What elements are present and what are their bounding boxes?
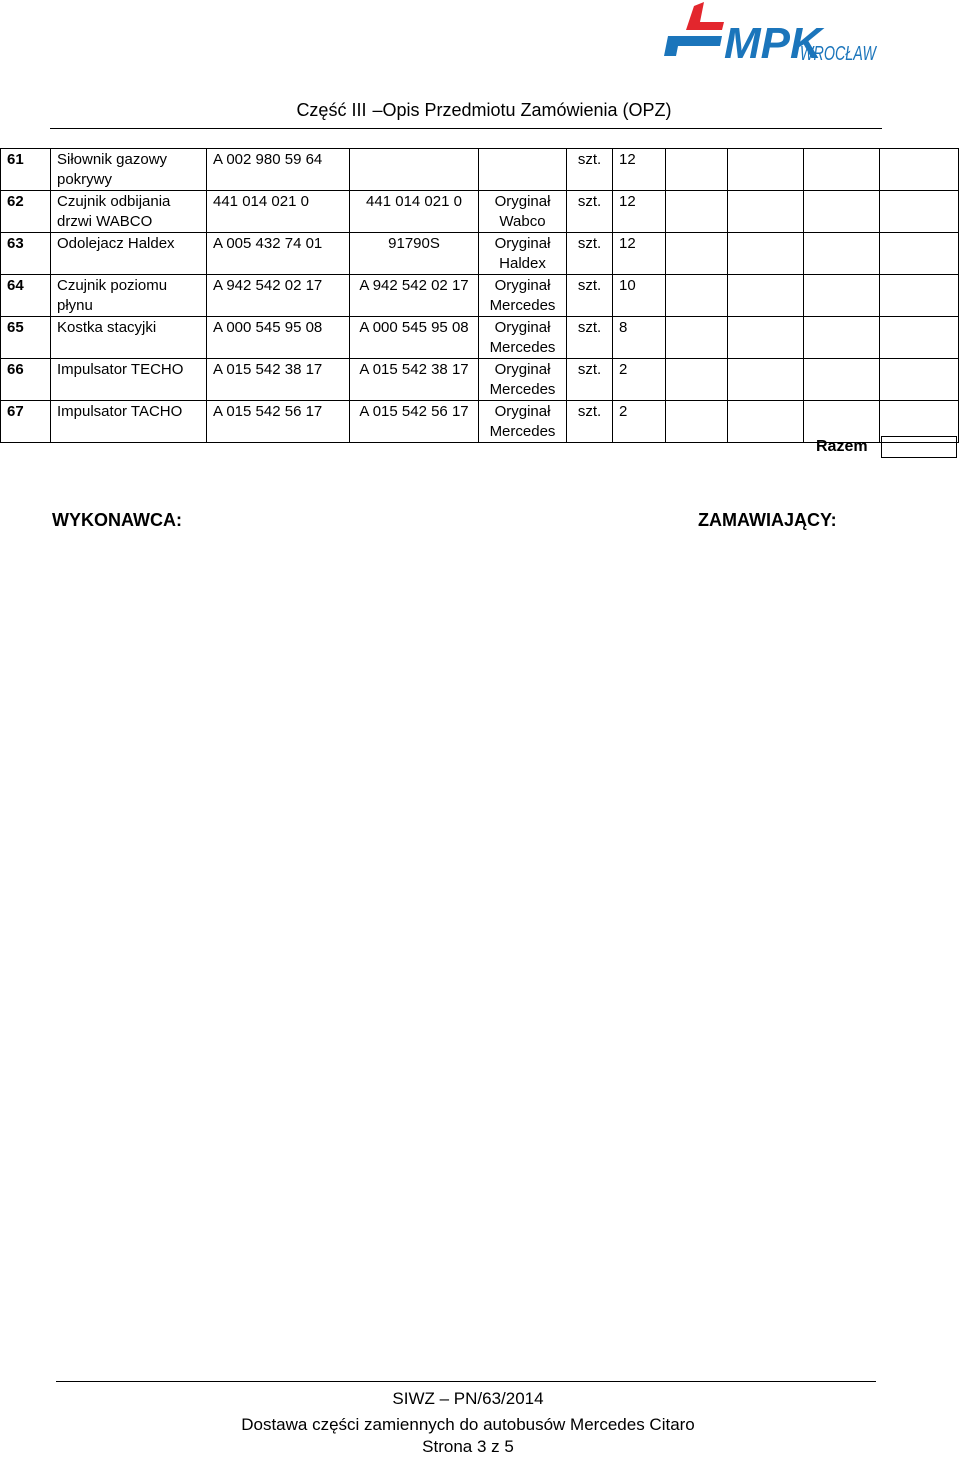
- part-origin-cell: Oryginał Mercedes: [479, 275, 567, 317]
- empty-cell: [666, 359, 728, 401]
- empty-cell: [728, 317, 804, 359]
- client-signature-label: ZAMAWIAJĄCY:: [698, 510, 837, 530]
- table-row: [1, 317, 959, 359]
- row-number-cell: 64: [1, 275, 51, 317]
- table-row: [1, 401, 959, 443]
- logo-text-main: MPK: [724, 19, 822, 68]
- unit-cell: szt.: [567, 233, 613, 275]
- part-name-cell: Siłownik gazowy pokrywy: [51, 149, 207, 191]
- empty-cell: [804, 275, 880, 317]
- parts-table: [0, 148, 959, 443]
- unit-cell: szt.: [567, 359, 613, 401]
- replacement-number-cell: A 000 545 95 08: [350, 317, 479, 359]
- row-number-cell: 62: [1, 191, 51, 233]
- empty-cell: [804, 401, 880, 443]
- total-label: Razem: [816, 438, 868, 455]
- catalog-number-cell: 441 014 021 0: [207, 191, 350, 233]
- empty-cell: [728, 401, 804, 443]
- part-origin-cell: Oryginał Mercedes: [479, 359, 567, 401]
- empty-cell: [728, 149, 804, 191]
- empty-cell: [666, 233, 728, 275]
- empty-cell: [880, 359, 959, 401]
- header-divider: [50, 128, 882, 129]
- quantity-cell: 2: [613, 359, 666, 401]
- footer-divider: [56, 1381, 876, 1382]
- total-value-cell: [881, 436, 957, 458]
- part-name-cell: Impulsator TACHO: [51, 401, 207, 443]
- part-name-cell: Czujnik poziomu płynu: [51, 275, 207, 317]
- quantity-cell: 12: [613, 191, 666, 233]
- replacement-number-cell: A 942 542 02 17: [350, 275, 479, 317]
- quantity-cell: 12: [613, 233, 666, 275]
- empty-cell: [804, 191, 880, 233]
- empty-cell: [666, 275, 728, 317]
- contractor-signature-label: WYKONAWCA:: [52, 510, 182, 530]
- catalog-number-cell: A 942 542 02 17: [207, 275, 350, 317]
- logo-red-mark: [686, 2, 724, 30]
- row-number-cell: 65: [1, 317, 51, 359]
- unit-cell: szt.: [567, 191, 613, 233]
- footer-description: Dostawa części zamiennych do autobusów Mercedes Citaro: [241, 1415, 695, 1434]
- table-row: [1, 191, 959, 233]
- empty-cell: [804, 317, 880, 359]
- empty-cell: [880, 191, 959, 233]
- empty-cell: [880, 317, 959, 359]
- unit-cell: szt.: [567, 317, 613, 359]
- catalog-number-cell: A 005 432 74 01: [207, 233, 350, 275]
- part-origin-cell: Oryginał Haldex: [479, 233, 567, 275]
- part-name-cell: Kostka stacyjki: [51, 317, 207, 359]
- footer-reference: SIWZ – PN/63/2014: [392, 1389, 544, 1408]
- replacement-number-cell: 441 014 021 0: [350, 191, 479, 233]
- replacement-number-cell: 91790S: [350, 233, 479, 275]
- empty-cell: [666, 149, 728, 191]
- row-number-cell: 63: [1, 233, 51, 275]
- part-name-cell: Impulsator TECHO: [51, 359, 207, 401]
- row-number-cell: 61: [1, 149, 51, 191]
- empty-cell: [666, 317, 728, 359]
- table-row: [1, 149, 959, 191]
- catalog-number-cell: A 002 980 59 64: [207, 149, 350, 191]
- header-title: –Opis Przedmiotu Zamówienia (OPZ): [372, 100, 672, 120]
- table-row: [1, 275, 959, 317]
- quantity-cell: 2: [613, 401, 666, 443]
- quantity-cell: 12: [613, 149, 666, 191]
- unit-cell: szt.: [567, 149, 613, 191]
- empty-cell: [728, 359, 804, 401]
- table-row: [1, 233, 959, 275]
- unit-cell: szt.: [567, 275, 613, 317]
- empty-cell: [666, 401, 728, 443]
- empty-cell: [666, 191, 728, 233]
- empty-cell: [880, 233, 959, 275]
- footer-page-number: Strona 3 z 5: [422, 1437, 514, 1456]
- replacement-number-cell: A 015 542 56 17: [350, 401, 479, 443]
- empty-cell: [804, 359, 880, 401]
- table-row: [1, 359, 959, 401]
- part-origin-cell: Oryginał Wabco: [479, 191, 567, 233]
- logo-text-sub: WROCŁAW: [800, 43, 878, 65]
- empty-cell: [804, 149, 880, 191]
- replacement-number-cell: [350, 149, 479, 191]
- part-name-cell: Czujnik odbijania drzwi WABCO: [51, 191, 207, 233]
- empty-cell: [880, 275, 959, 317]
- replacement-number-cell: A 015 542 38 17: [350, 359, 479, 401]
- empty-cell: [728, 275, 804, 317]
- empty-cell: [804, 233, 880, 275]
- part-origin-cell: Oryginał Mercedes: [479, 317, 567, 359]
- part-name-cell: Odolejacz Haldex: [51, 233, 207, 275]
- unit-cell: szt.: [567, 401, 613, 443]
- logo-blue-mark: [664, 36, 722, 56]
- part-origin-cell: Oryginał Mercedes: [479, 401, 567, 443]
- empty-cell: [728, 191, 804, 233]
- empty-cell: [880, 149, 959, 191]
- catalog-number-cell: A 015 542 38 17: [207, 359, 350, 401]
- empty-cell: [728, 233, 804, 275]
- row-number-cell: 67: [1, 401, 51, 443]
- catalog-number-cell: A 000 545 95 08: [207, 317, 350, 359]
- row-number-cell: 66: [1, 359, 51, 401]
- quantity-cell: 10: [613, 275, 666, 317]
- part-origin-cell: [479, 149, 567, 191]
- header-prefix: Część III: [296, 100, 367, 120]
- mpk-wroclaw-logo: [664, 2, 878, 68]
- catalog-number-cell: A 015 542 56 17: [207, 401, 350, 443]
- document-header-title: [0, 100, 960, 121]
- quantity-cell: 8: [613, 317, 666, 359]
